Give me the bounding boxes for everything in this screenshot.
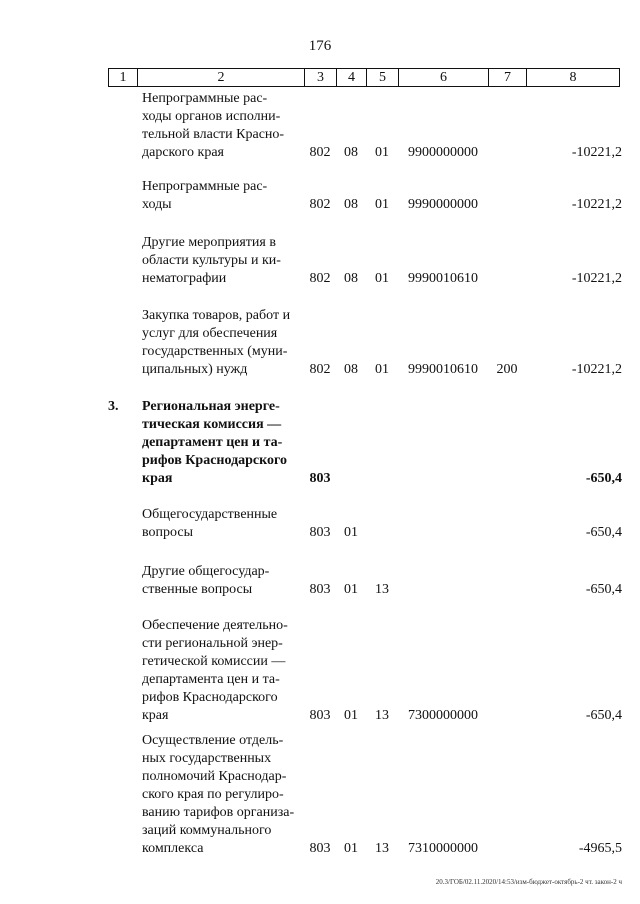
table-row — [0, 617, 640, 725]
row-ministry-code: 803 — [309, 841, 331, 856]
row-ministry-code: 802 — [309, 271, 331, 286]
row-name-line: Общегосударственные — [142, 507, 278, 522]
table-row — [0, 732, 640, 858]
table-row-department — [0, 398, 640, 488]
row-name — [142, 398, 300, 488]
row-name-line: ных государственных — [142, 751, 272, 766]
table-header — [108, 68, 620, 87]
row-name-line: нематографии — [142, 271, 227, 286]
row-name-line: ципальных) нужд — [142, 362, 248, 377]
header-col-3: 3 — [305, 69, 337, 87]
row-ministry-code: 802 — [309, 145, 331, 160]
row-name-line: края — [142, 708, 169, 723]
row-subsection-code: 13 — [375, 841, 389, 856]
row-name-line: государственных (муни- — [142, 344, 288, 359]
row-ministry-code: 803 — [309, 582, 331, 597]
row-name-line: вопросы — [142, 525, 193, 540]
row-amount: -4965,5 — [578, 841, 622, 856]
row-name-line: ходы — [142, 197, 172, 212]
row-name-line: Непрограммные рас- — [142, 91, 268, 106]
row-name-line: тельной власти Красно- — [142, 127, 285, 142]
row-name-line: Другие мероприятия в — [142, 235, 276, 250]
row-section-code: 01 — [344, 582, 358, 597]
row-number: 3. — [108, 399, 119, 414]
row-target-code: 7300000000 — [408, 708, 478, 723]
row-target-code: 9990010610 — [408, 271, 478, 286]
row-section-code: 08 — [344, 145, 358, 160]
header-col-7: 7 — [489, 69, 527, 87]
row-name-line: ванию тарифов организа- — [142, 805, 295, 820]
row-target-code: 9990010610 — [408, 362, 478, 377]
row-ministry-code: 803 — [309, 525, 331, 540]
row-section-code: 01 — [344, 841, 358, 856]
row-amount: -10221,2 — [571, 145, 622, 160]
row-ministry-code: 802 — [309, 362, 331, 377]
header-col-8: 8 — [527, 69, 620, 87]
row-name-line: ского края по регулиро- — [142, 787, 284, 802]
row-subsection-code: 01 — [375, 362, 389, 377]
row-name — [142, 90, 300, 162]
row-amount: -650,4 — [585, 582, 622, 597]
row-name-line: тическая комиссия — — [142, 417, 282, 432]
row-name-line: рифов Краснодарского — [142, 690, 278, 705]
header-col-4: 4 — [337, 69, 367, 87]
row-subsection-code: 13 — [375, 582, 389, 597]
row-name-line: Региональная энерге- — [142, 399, 280, 414]
row-name-line: рифов Краснодарского — [142, 453, 288, 468]
table-row — [0, 506, 640, 542]
header-col-1: 1 — [109, 69, 138, 87]
row-name — [142, 617, 300, 725]
header-col-2: 2 — [138, 69, 305, 87]
row-section-code: 08 — [344, 271, 358, 286]
row-name — [142, 732, 300, 858]
row-amount: -650,4 — [585, 471, 622, 486]
page-number: 176 — [308, 38, 332, 54]
row-subsection-code: 13 — [375, 708, 389, 723]
table-row — [0, 563, 640, 599]
row-target-code: 9990000000 — [408, 197, 478, 212]
row-subsection-code: 01 — [375, 145, 389, 160]
document-footer-stamp: 20.3/ГОБ/02.11.2020/14:53/изм-бюджет-октябрь-2 чт. закон-2 ч — [435, 878, 622, 886]
row-name-line: департамента цен и та- — [142, 672, 280, 687]
row-name-line: Другие общегосудар- — [142, 564, 270, 579]
row-name-line: департамент цен и та- — [142, 435, 283, 450]
row-name — [142, 506, 300, 542]
row-ministry-code: 803 — [309, 471, 331, 486]
row-name-line: комплекса — [142, 841, 204, 856]
row-expense-type: 200 — [496, 362, 518, 377]
row-section-code: 08 — [344, 362, 358, 377]
row-name-line: Закупка товаров, работ и — [142, 308, 291, 323]
row-amount: -10221,2 — [571, 197, 622, 212]
row-name — [142, 563, 300, 599]
row-name — [142, 307, 300, 379]
row-name-line: Осуществление отдель- — [142, 733, 284, 748]
header-col-6: 6 — [399, 69, 489, 87]
row-name-line: области культуры и ки- — [142, 253, 281, 268]
row-ministry-code: 802 — [309, 197, 331, 212]
table-row — [0, 178, 640, 214]
row-section-code: 01 — [344, 708, 358, 723]
row-target-code: 7310000000 — [408, 841, 478, 856]
row-name-line: гетической комиссии — — [142, 654, 286, 669]
row-name-line: услуг для обеспечения — [142, 326, 278, 341]
table-row — [0, 307, 640, 379]
row-section-code: 08 — [344, 197, 358, 212]
row-name-line: ходы органов исполни- — [142, 109, 281, 124]
row-name-line: края — [142, 471, 173, 486]
row-name — [142, 234, 300, 288]
row-ministry-code: 803 — [309, 708, 331, 723]
header-col-5: 5 — [367, 69, 399, 87]
row-subsection-code: 01 — [375, 271, 389, 286]
row-amount: -10221,2 — [571, 271, 622, 286]
table-row — [0, 234, 640, 288]
row-name-line: ственные вопросы — [142, 582, 253, 597]
table-row — [0, 90, 640, 162]
row-subsection-code: 01 — [375, 197, 389, 212]
row-name-line: заций коммунального — [142, 823, 272, 838]
row-name-line: Непрограммные рас- — [142, 179, 268, 194]
row-amount: -10221,2 — [571, 362, 622, 377]
row-amount: -650,4 — [585, 525, 622, 540]
row-name-line: полномочий Краснодар- — [142, 769, 287, 784]
row-name-line: сти региональной энер- — [142, 636, 283, 651]
row-amount: -650,4 — [585, 708, 622, 723]
row-name-line: Обеспечение деятельно- — [142, 618, 288, 633]
row-name — [142, 178, 300, 214]
row-name-line: дарского края — [142, 145, 224, 160]
row-target-code: 9900000000 — [408, 145, 478, 160]
row-section-code: 01 — [344, 525, 358, 540]
